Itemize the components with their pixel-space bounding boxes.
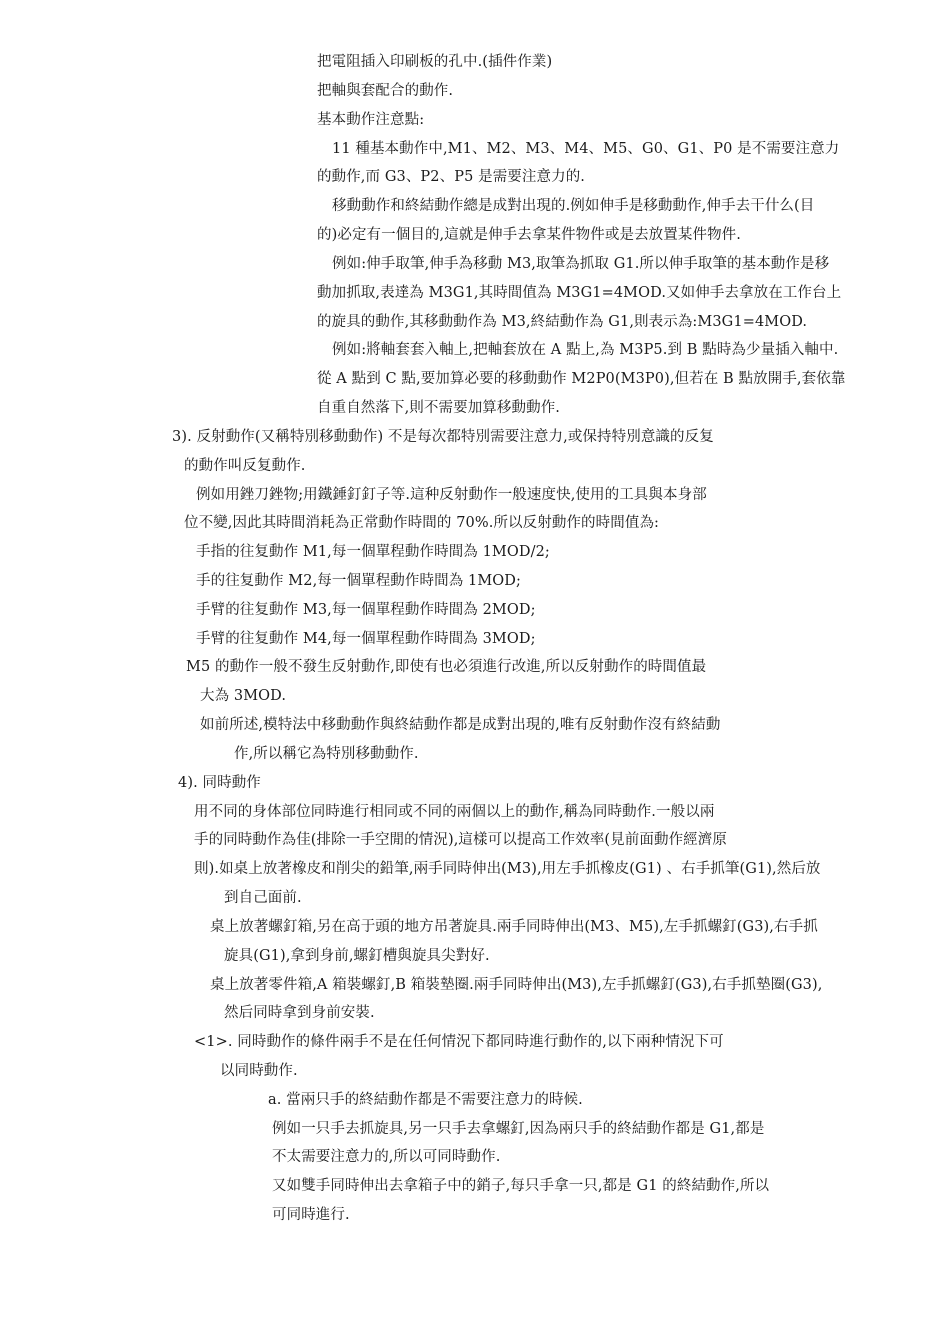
section-heading: 4). 同時動作 xyxy=(178,775,261,791)
text-line: 的旋具的動作,其移動動作為 M3,終結動作為 G1,則表示為:M3G1=4MOD. xyxy=(317,314,808,330)
text-line: 到自己面前. xyxy=(224,890,302,906)
text-line: 手的同時動作為佳(排除一手空閒的情況),這樣可以提高工作效率(見前面動作經濟原 xyxy=(194,832,727,848)
text-line: 可同時進行. xyxy=(272,1207,350,1223)
text-line: 桌上放著零件箱,A 箱裝螺釘,B 箱裝墊圈.兩手同時伸出(M3),左手抓螺釘(G3),右手抓墊圈(G3), xyxy=(210,977,823,993)
text-line: 例如:伸手取筆,伸手為移動 M3,取筆為抓取 G1.所以伸手取筆的基本動作是移 xyxy=(332,256,830,272)
text-line: 以同時動作. xyxy=(220,1063,298,1079)
text-line: 的動作叫反复動作. xyxy=(184,458,306,474)
text-line: 不太需要注意力的,所以可同時動作. xyxy=(272,1149,501,1165)
list-item: a. 當兩只手的終結動作都是不需要注意力的時候. xyxy=(268,1092,583,1108)
text-line: 用不同的身体部位同時進行相同或不同的兩個以上的動作,稱為同時動作.一般以兩 xyxy=(194,804,715,820)
text-line: 桌上放著螺釘箱,另在高于頭的地方吊著旋具.兩手同時伸出(M3、M5),左手抓螺釘(G3),右手抓 xyxy=(210,919,818,935)
text-line: <1>. 同時動作的條件兩手不是在任何情況下都同時進行動作的,以下兩种情況下可 xyxy=(194,1034,724,1050)
text-line: 旋具(G1),拿到身前,螺釘槽與旋具尖對好. xyxy=(224,948,490,964)
text-line: 則).如桌上放著橡皮和削尖的鉛筆,兩手同時伸出(M3),用左手抓橡皮(G1) 、右手抓筆(G1),然后放 xyxy=(194,861,821,877)
text-line: 如前所述,模特法中移動動作與終結動作都是成對出現的,唯有反射動作沒有終結動 xyxy=(200,717,721,733)
text-line: 動加抓取,表達為 M3G1,其時間值為 M3G1=4MOD.又如伸手去拿放在工作台上 xyxy=(317,285,842,301)
text-line: 手臂的往复動作 M4,每一個單程動作時間為 3MOD; xyxy=(196,631,536,647)
text-line: 把軸與套配合的動作. xyxy=(317,83,454,99)
text-line: 移動動作和終結動作總是成對出現的.例如伸手是移動動作,伸手去干什么(目 xyxy=(332,198,815,214)
text-line: 11 種基本動作中,M1、M2、M3、M4、M5、G0、G1、P0 是不需要注意力 xyxy=(332,141,840,157)
text-line: 把電阻插入印刷板的孔中.(插件作業) xyxy=(317,54,553,70)
text-line: 自重自然落下,則不需要加算移動動作. xyxy=(317,400,561,416)
text-line: 手指的往复動作 M1,每一個單程動作時間為 1MOD/2; xyxy=(196,544,550,560)
text-line: 然后同時拿到身前安裝. xyxy=(224,1005,375,1021)
text-line: 的動作,而 G3、P2、P5 是需要注意力的. xyxy=(317,169,586,185)
text-line: 作,所以稱它為特別移動動作. xyxy=(234,746,419,762)
text-line: 手的往复動作 M2,每一個單程動作時間為 1MOD; xyxy=(196,573,521,589)
text-line: 又如雙手同時伸出去拿箱子中的銷子,每只手拿一只,都是 G1 的終結動作,所以 xyxy=(272,1178,770,1194)
text-line: 例如一只手去抓旋具,另一只手去拿螺釘,因為兩只手的終結動作都是 G1,都是 xyxy=(272,1121,765,1137)
text-line: 大為 3MOD. xyxy=(200,688,287,704)
text-line: 基本動作注意點: xyxy=(317,112,425,128)
text-line: 例如用銼刀銼物;用鐵錘釘釘子等.這种反射動作一般速度快,使用的工具與本身部 xyxy=(196,487,707,503)
text-line: M5 的動作一般不發生反射動作,即使有也必須進行改進,所以反射動作的時間值最 xyxy=(186,659,707,675)
text-line: 例如:將軸套套入軸上,把軸套放在 A 點上,為 M3P5.到 B 點時為少量插入軸中. xyxy=(332,342,839,358)
text-line: 從 A 點到 C 點,要加算必要的移動動作 M2P0(M3P0),但若在 B 點放開手,套依靠 xyxy=(317,371,846,387)
text-line: 的)必定有一個目的,這就是伸手去拿某件物件或是去放置某件物件. xyxy=(317,227,741,243)
section-heading: 3). 反射動作(又稱特別移動動作) 不是每次都特別需要注意力,或保持特別意識的反复 xyxy=(172,429,714,445)
text-line: 手臂的往复動作 M3,每一個單程動作時間為 2MOD; xyxy=(196,602,536,618)
text-line: 位不變,因此其時間消耗為正常動作時間的 70%.所以反射動作的時間值為: xyxy=(184,515,660,531)
